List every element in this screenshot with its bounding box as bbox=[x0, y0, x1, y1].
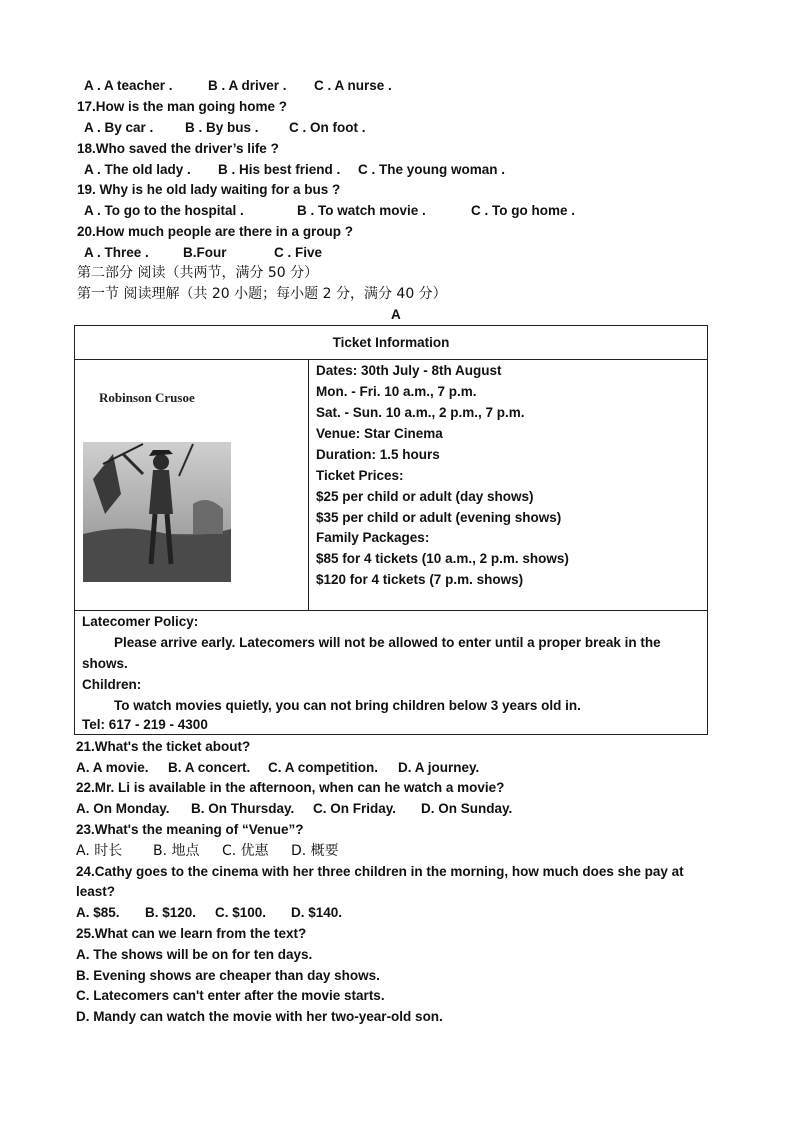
ticket-table bbox=[74, 325, 708, 735]
q23-option-b-text: B. 地点 bbox=[153, 843, 200, 859]
children-text: To watch movies quietly, you can not bring children below 3 years old in. bbox=[114, 698, 581, 713]
q17-option-c: C . On foot . bbox=[289, 120, 366, 135]
question-25: 25.What can we learn from the text? bbox=[76, 926, 307, 941]
info-venue: Venue: Star Cinema bbox=[316, 426, 443, 441]
q24-option-b: B. $120. bbox=[145, 905, 197, 920]
q17-option-a: A . By car . bbox=[84, 120, 154, 135]
q23-option-b bbox=[153, 842, 200, 860]
question-24: 24.Cathy goes to the cinema with her three children in the morning, how much does she pay at bbox=[76, 864, 684, 879]
q17-option-b: B . By bus . bbox=[185, 120, 259, 135]
part2-heading: 第二部分 阅读（共两节，满分 50 分） bbox=[77, 265, 319, 281]
q22-option-b: B. On Thursday. bbox=[191, 801, 295, 816]
children-title: Children: bbox=[82, 677, 142, 692]
q23-option-c bbox=[222, 842, 269, 860]
question-18: 18.Who saved the driver’s life ? bbox=[77, 141, 279, 156]
question-19: 19. Why is he old lady waiting for a bus ? bbox=[77, 182, 341, 197]
latecomer-text: Please arrive early. Latecomers will not be allowed to enter until a proper break in the bbox=[114, 635, 661, 650]
latecomer-title: Latecomer Policy: bbox=[82, 614, 199, 629]
q16-option-b: B . A driver . bbox=[208, 78, 287, 93]
q21-option-a: A. A movie. bbox=[76, 760, 149, 775]
q23-option-a bbox=[76, 842, 122, 860]
info-evening-price: $35 per child or adult (evening shows) bbox=[316, 510, 562, 525]
q24-option-d: D. $140. bbox=[291, 905, 343, 920]
q21-option-c: C. A competition. bbox=[268, 760, 378, 775]
q18-option-a: A . The old lady . bbox=[84, 162, 191, 177]
poster-image bbox=[83, 384, 233, 584]
info-package-day: $85 for 4 tickets (10 a.m., 2 p.m. shows) bbox=[316, 551, 569, 566]
q25-option-d: D. Mandy can watch the movie with her two-year-old son. bbox=[76, 1009, 443, 1024]
info-duration: Duration: 1.5 hours bbox=[316, 447, 440, 462]
q19-option-a: A . To go to the hospital . bbox=[84, 203, 244, 218]
q19-option-b: B . To watch movie . bbox=[297, 203, 426, 218]
q20-option-a: A . Three . bbox=[84, 245, 149, 260]
q23-option-d bbox=[291, 842, 339, 860]
q22-option-c: C. On Friday. bbox=[313, 801, 397, 816]
question-20: 20.How much people are there in a group ? bbox=[77, 224, 354, 239]
q23-option-a-text: A. 时长 bbox=[76, 843, 123, 859]
q18-option-b: B . His best friend . bbox=[218, 162, 341, 177]
info-package-evening: $120 for 4 tickets (7 p.m. shows) bbox=[316, 572, 524, 587]
question-21: 21.What's the ticket about? bbox=[76, 739, 251, 754]
q24-option-a: A. $85. bbox=[76, 905, 120, 920]
q21-option-b: B. A concert. bbox=[168, 760, 251, 775]
info-dates: Dates: 30th July - 8th August bbox=[316, 363, 502, 378]
poster-cell bbox=[75, 360, 309, 610]
q23-option-d-text: D. 概要 bbox=[291, 843, 339, 859]
poster-title: Robinson Crusoe bbox=[99, 390, 195, 405]
info-weekend-times: Sat. - Sun. 10 a.m., 2 p.m., 7 p.m. bbox=[316, 405, 525, 420]
q23-option-c-text: C. 优惠 bbox=[222, 843, 269, 859]
q18-option-c: C . The young woman . bbox=[358, 162, 506, 177]
ticket-header: Ticket Information bbox=[75, 326, 707, 360]
q20-option-b: B.Four bbox=[183, 245, 227, 260]
q16-option-a: A . A teacher . bbox=[84, 78, 173, 93]
passage-letter: A bbox=[391, 307, 401, 322]
q24-option-c: C. $100. bbox=[215, 905, 267, 920]
question-23: 23.What's the meaning of “Venue”? bbox=[76, 822, 304, 837]
question-17: 17.How is the man going home ? bbox=[77, 99, 288, 114]
part2-section1-heading: 第一节 阅读理解（共 20 小题；每小题 2 分，满分 40 分） bbox=[77, 286, 447, 302]
info-ticket-prices: Ticket Prices: bbox=[316, 468, 404, 483]
q25-option-a: A. The shows will be on for ten days. bbox=[76, 947, 313, 962]
q19-option-c: C . To go home . bbox=[471, 203, 575, 218]
latecomer-text-cont: shows. bbox=[82, 656, 128, 671]
q22-option-a: A. On Monday. bbox=[76, 801, 170, 816]
q20-option-c: C . Five bbox=[274, 245, 323, 260]
q25-option-b: B. Evening shows are cheaper than day shows. bbox=[76, 968, 380, 983]
q25-option-c: C. Latecomers can't enter after the movie starts. bbox=[76, 988, 385, 1003]
info-family-packages: Family Packages: bbox=[316, 530, 430, 545]
question-24-cont: least? bbox=[76, 884, 116, 899]
question-22: 22.Mr. Li is available in the afternoon, when can he watch a movie? bbox=[76, 780, 505, 795]
q21-option-d: D. A journey. bbox=[398, 760, 480, 775]
q16-option-c: C . A nurse . bbox=[314, 78, 392, 93]
q22-option-d: D. On Sunday. bbox=[421, 801, 513, 816]
ticket-tel: Tel: 617 - 219 - 4300 bbox=[82, 717, 208, 732]
info-weekday-times: Mon. - Fri. 10 a.m., 7 p.m. bbox=[316, 384, 477, 399]
ticket-info bbox=[309, 360, 707, 610]
ticket-divider bbox=[75, 610, 707, 611]
info-day-price: $25 per child or adult (day shows) bbox=[316, 489, 534, 504]
